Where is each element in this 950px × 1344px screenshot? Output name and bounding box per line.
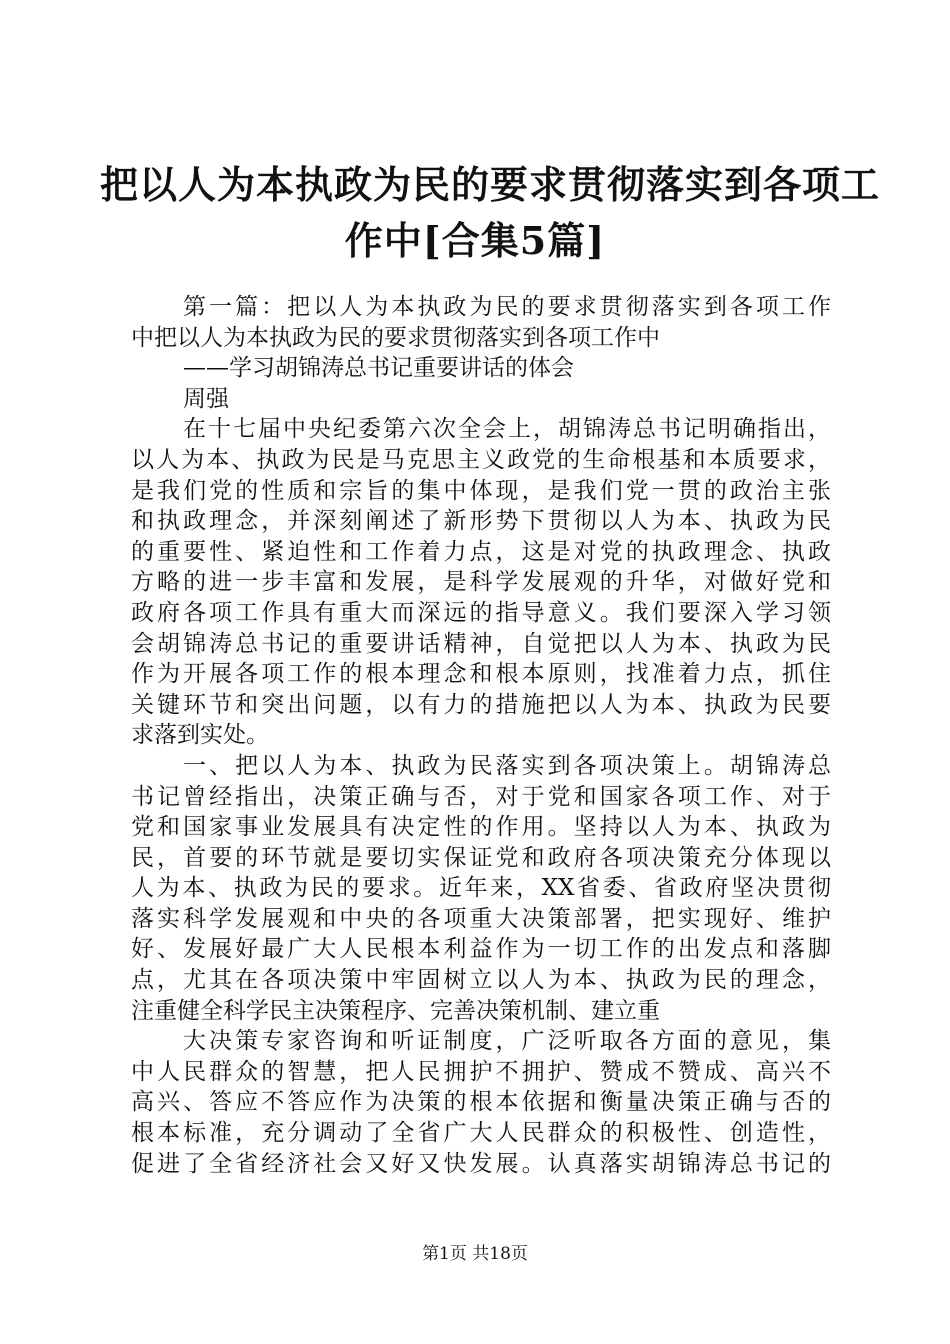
text-line: 党和国家事业发展具有决定性的作用。坚持以人为本、执政为 [131, 814, 831, 841]
document-body [131, 292, 831, 1179]
text-line: 一、把以人为本、执政为民落实到各项决策上。胡锦涛总 [183, 752, 831, 779]
text-line: 求落到实处。 [131, 722, 269, 749]
text-line: 政府各项工作具有重大而深远的指导意义。我们要深入学习领 [131, 599, 831, 626]
page-number-footer: 第1页 共18页 [422, 1244, 528, 1264]
text-line: 高兴、答应不答应作为决策的根本依据和衡量决策正确与否的 [131, 1089, 831, 1116]
text-line: 第一篇：把以人为本执政为民的要求贯彻落实到各项工作 [183, 294, 831, 320]
text-line: 会胡锦涛总书记的重要讲话精神，自觉把以人为本、执政为民 [131, 630, 831, 657]
text-line: 和执政理念，并深刻阐述了新形势下贯彻以人为本、执政为民 [131, 508, 831, 535]
text-line: 落实科学发展观和中央的各项重大决策部署，把实现好、维护 [131, 905, 831, 932]
text-line: 中把以人为本执政为民的要求贯彻落实到各项工作中 [131, 324, 660, 351]
text-line: 的重要性、紧迫性和工作着力点，这是对党的执政理念、执政 [131, 538, 831, 565]
text-line: 作为开展各项工作的根本理念和根本原则，找准着力点，抓住 [131, 661, 831, 688]
text-line: 关键环节和突出问题，以有力的措施把以人为本、执政为民要 [131, 691, 831, 718]
text-line: 在十七届中央纪委第六次全会上，胡锦涛总书记明确指出， [183, 416, 831, 443]
text-line: 书记曾经指出，决策正确与否，对于党和国家各项工作、对于 [131, 783, 831, 810]
text-line: 大决策专家咨询和听证制度，广泛听取各方面的意见，集 [183, 1028, 831, 1055]
author-line: 周强 [183, 385, 229, 412]
text-line: 以人为本、执政为民是马克思主义政党的生命根基和本质要求， [131, 446, 831, 473]
text-line: 根本标准，充分调动了全省广大人民群众的积极性、创造性， [131, 1120, 831, 1147]
text-line: 好、发展好最广大人民根本利益作为一切工作的出发点和落脚 [131, 936, 831, 963]
text-line: ——学习胡锦涛总书记重要讲话的体会 [183, 355, 574, 382]
document-title-line-1: 把以人为本执政为民的要求贯彻落实到各项工 [100, 162, 881, 207]
text-line: 中人民群众的智慧，把人民拥护不拥护、赞成不赞成、高兴不 [131, 1058, 831, 1085]
text-line: 点，尤其在各项决策中牢固树立以人为本、执政为民的理念， [131, 967, 831, 994]
text-line: 促进了全省经济社会又好又快发展。认真落实胡锦涛总书记的 [131, 1150, 831, 1177]
text-line: 注重健全科学民主决策程序、完善决策机制、建立重 [131, 997, 660, 1024]
text-line: 民，首要的环节就是要切实保证党和政府各项决策充分体现以 [131, 844, 831, 871]
text-line: 人为本、执政为民的要求。近年来，XX省委、省政府坚决贯彻 [131, 875, 831, 902]
document-title-line-2: 作中[合集5篇] [344, 218, 606, 263]
text-line: 是我们党的性质和宗旨的集中体现，是我们党一贯的政治主张 [131, 477, 831, 504]
text-line: 方略的进一步丰富和发展，是科学发展观的升华，对做好党和 [131, 569, 831, 596]
